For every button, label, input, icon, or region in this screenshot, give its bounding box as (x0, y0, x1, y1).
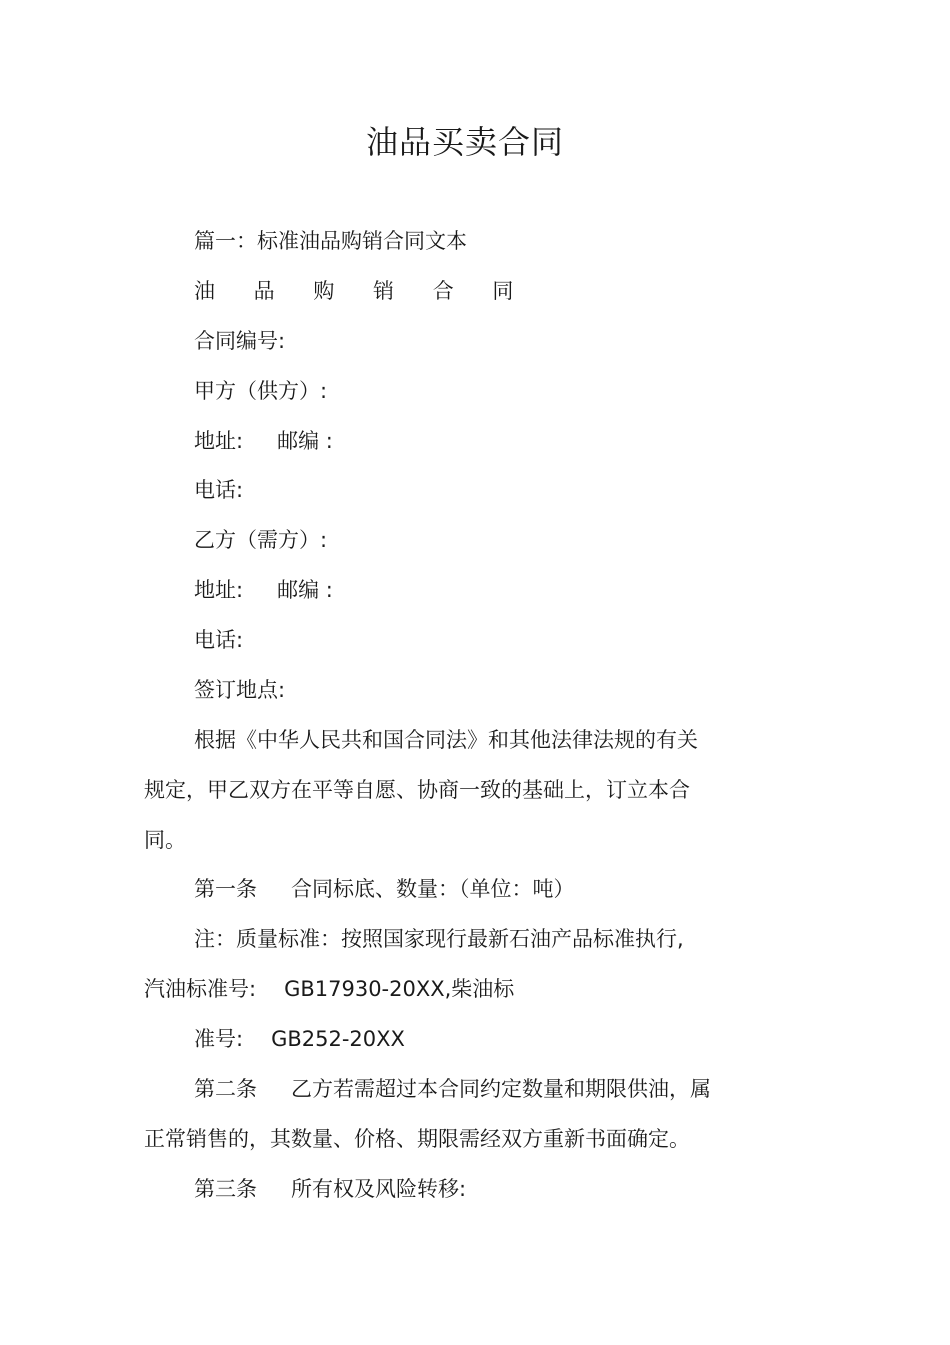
article-2 (194, 1074, 711, 1104)
paragraph-line: 根据《中华人民共和国合同法》和其他法律法规的有关 (194, 728, 698, 752)
party-b-phone-label: 电话: (194, 628, 244, 652)
party-a-phone-label: 电话: (194, 478, 244, 502)
address-label: 地址: (194, 429, 244, 453)
article-number: 第一条 (194, 877, 257, 901)
article-1 (194, 874, 575, 904)
diesel-standard-row (194, 1024, 405, 1054)
party-a-address-row (194, 426, 333, 456)
party-a-label: 甲方（供方）: (194, 379, 328, 403)
address-label: 地址: (194, 578, 244, 602)
section-heading: 篇一：标准油品购销合同文本 (194, 229, 467, 253)
standard-value: GB17930-20XX,柴油标 (284, 977, 515, 1001)
postcode-label: 邮编 : (277, 578, 333, 602)
document-title: 油品买卖合同 (365, 123, 564, 161)
gasoline-standard-row (144, 974, 514, 1004)
article-3 (194, 1174, 466, 1204)
paragraph-line: 规定，甲乙双方在平等自愿、协商一致的基础上，订立本合 (144, 778, 690, 802)
article-text: 乙方若需超过本合同约定数量和期限供油，属 (291, 1077, 711, 1101)
article-number: 第二条 (194, 1077, 257, 1101)
party-b-address-row (194, 575, 333, 605)
standard-label: 汽油标准号: (144, 977, 257, 1001)
contract-heading: 油 品 购 销 合 同 (194, 279, 530, 303)
signing-place-label: 签订地点: (194, 678, 286, 702)
postcode-label: 邮编 : (277, 429, 333, 453)
standard-value: GB252-20XX (271, 1027, 405, 1051)
article-number: 第三条 (194, 1177, 257, 1201)
paragraph-line: 同。 (144, 828, 186, 852)
article-text: 所有权及风险转移: (291, 1177, 467, 1201)
paragraph-line: 注：质量标准：按照国家现行最新石油产品标准执行, (194, 927, 684, 951)
party-b-label: 乙方（需方）: (194, 528, 328, 552)
standard-label: 准号: (194, 1027, 244, 1051)
article-text: 合同标底、数量：（单位：吨） (291, 877, 575, 901)
contract-number-label: 合同编号: (194, 329, 286, 353)
paragraph-line: 正常销售的，其数量、价格、期限需经双方重新书面确定。 (144, 1127, 690, 1151)
